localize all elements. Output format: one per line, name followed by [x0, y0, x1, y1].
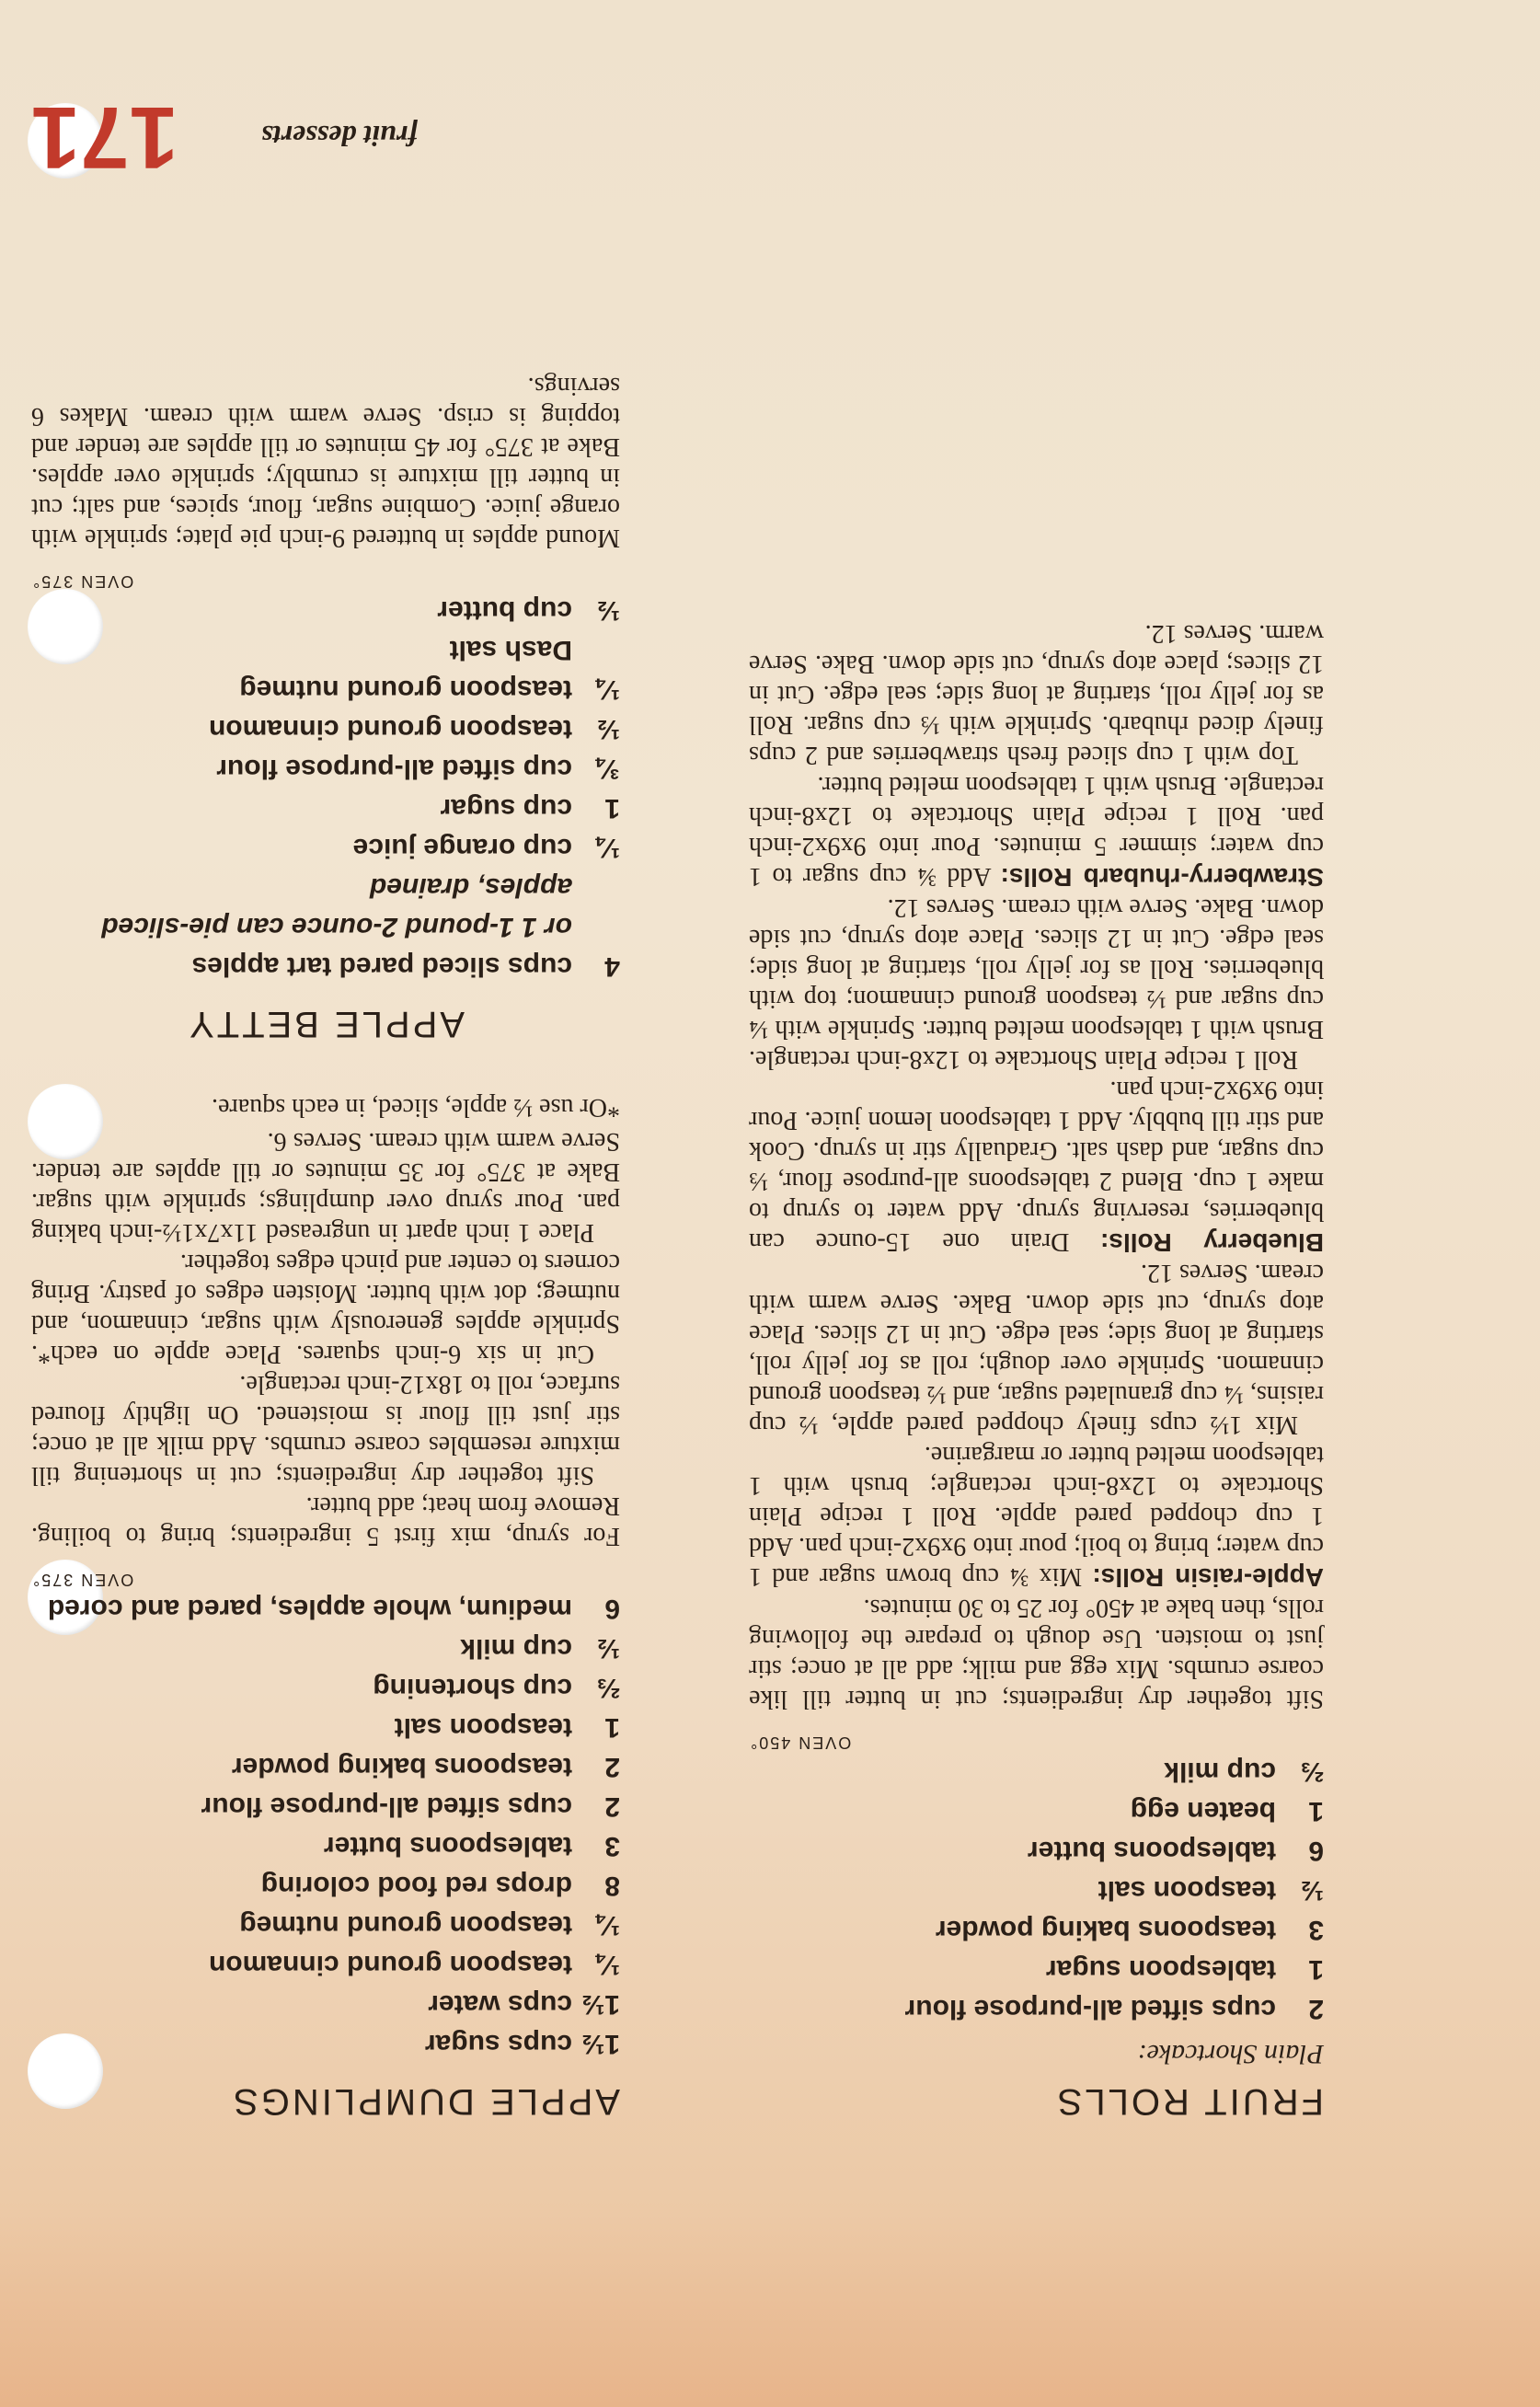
- section-gap: [31, 1044, 620, 1092]
- ingredient-quantity: ¾: [596, 754, 620, 784]
- recipe-directions: [749, 618, 1324, 1714]
- ingredient-name: cups sifted all-purpose flour: [904, 1994, 1276, 2024]
- recipe-subtitle: Plain Shortcake:: [1137, 2039, 1324, 2069]
- directions-paragraph: Sift together dry ingredients; cut in butter till like coarse crumbs. Mix egg and milk; add all at once; stir just to moisten. Use dough to prepare the following rolls, then bake at 450° for 25 to 30 minutes.: [749, 1594, 1324, 1713]
- ingredient-quantity: 4: [604, 951, 620, 982]
- directions-paragraph: Cut in six 6-inch squares. Place apple on each*. Sprinkle apples generously with sugar, cinnamon, and nutmeg; dot with butter. Moisten edges of pastry. Bring corners to center and pinch edges together.: [31, 1249, 620, 1368]
- ingredient-quantity: 2: [1308, 1994, 1324, 2024]
- variation-text: Drain one 15-ounce can blueberries, reserving syrup. Add water to syrup to make 1 cup. Blend 2 tablespoons all-purpose flour, ⅓ cup sugar, and dash salt. Gradually stir in syrup. Cook and stir till bubbly. Add 1 tablespoon lemon juice. Pour into 9x9x2-inch pan.: [749, 1076, 1324, 1256]
- ingredient-item: [31, 1747, 620, 1787]
- ingredient-quantity: 1: [1308, 1954, 1324, 1985]
- ingredient-item: [31, 1985, 620, 2024]
- ingredient-item: [31, 670, 620, 709]
- ingredient-quantity: 2: [604, 1752, 620, 1782]
- variation-text: Mix ¾ cup brown sugar and 1 cup water; bring to boil; pour into 9x9x2-inch pan. Add 1 cup chopped pared apple. Roll 1 recipe Plain Shortcake to 12x8-inch rectangle; brush with 1 tablespoon melted butter or margarine.: [749, 1441, 1324, 1591]
- ingredient-quantity: [572, 868, 620, 947]
- ingredient-item: [31, 1589, 620, 1629]
- ingredient-item: [31, 1866, 620, 1906]
- apple-dumplings-recipe: [31, 1092, 620, 2122]
- variation-list: [749, 618, 1324, 1593]
- ingredient-name: cups sliced pared tart apples: [191, 951, 572, 982]
- variation-name: Apple-raisin Rolls:: [1092, 1563, 1324, 1592]
- variation-name: Strawberry-rhubarb Rolls:: [1000, 863, 1324, 892]
- ingredient-quantity: 3: [604, 1831, 620, 1861]
- recipe-directions: [31, 1126, 620, 1551]
- variation-text: Add ¾ cup sugar to 1 cup water; simmer 5 minutes. Pour into 9x9x2-inch pan. Roll 1 recipe Plain Shortcake to 12x8-inch rectangle. Brush with 1 tablespoon melted butter.: [748, 771, 1324, 891]
- ingredient-item: [31, 749, 620, 789]
- ingredient-item: [31, 1826, 620, 1866]
- ingredient-row: [31, 1589, 620, 2064]
- ingredient-name: cup sugar: [440, 793, 572, 823]
- ingredient-name: cup milk: [1164, 1756, 1276, 1787]
- ingredient-name: cup butter: [437, 595, 572, 626]
- oven-temperature: OVEN 375°: [31, 1571, 134, 1589]
- ingredient-quantity: 1½: [581, 2029, 620, 2059]
- ingredient-name: cup sifted all-purpose flour: [216, 754, 572, 784]
- ingredient-quantity: 8: [604, 1871, 620, 1901]
- ingredient-item: [31, 789, 620, 828]
- footnote: *Or use ½ apple, sliced, in each square.: [212, 1093, 620, 1122]
- ingredient-name: tablespoons butter: [1027, 1836, 1276, 1866]
- recipe-title: FRUIT ROLLS: [1054, 2081, 1324, 2122]
- ingredient-quantity: [572, 630, 620, 670]
- variation-paragraph: [749, 893, 1324, 1075]
- ingredient-item: [31, 1629, 620, 1668]
- ingredient-quantity: 1: [604, 793, 620, 823]
- ingredient-name: teaspoon ground cinnamon: [209, 714, 572, 744]
- ingredient-item: [31, 1708, 620, 1747]
- ingredient-name: medium, whole apples, pared and cored: [47, 1594, 572, 1624]
- variation-text: Top with 1 cup sliced fresh strawberries and 2 cups finely diced rhubarb. Sprinkle with ⅓ cup sugar. Roll as for jelly roll, starting at long side; seal edge. Cut in 12 slices; place atop syrup, cut side down. Bake. Serve warm. Serves 12.: [749, 619, 1324, 769]
- variation-text: Mix 1½ cups finely chopped pared apple, ½ cup raisins, ¼ cup granulated sugar, and ½ teaspoon ground cinnamon. Sprinkle over dough; roll as for jelly roll, starting at long side; seal edge. Cut in 12 slices. Place atop syrup, cut side down. Bake. Serve warm with cream. Serves 12.: [749, 1259, 1324, 1439]
- ingredient-quantity: ¼: [596, 674, 620, 705]
- ingredient-name: tablespoons butter: [323, 1831, 572, 1861]
- ingredient-quantity: ¼: [596, 1910, 620, 1941]
- ingredient-name: teaspoon ground cinnamon: [209, 1950, 572, 1980]
- ingredient-list: [749, 1752, 1324, 2029]
- ingredient-name: teaspoons baking powder: [935, 1915, 1276, 1945]
- variation-paragraph: [749, 1258, 1324, 1440]
- ingredient-name: beaten egg: [1130, 1796, 1276, 1826]
- ingredient-name: teaspoons baking powder: [231, 1752, 572, 1782]
- ingredient-item: [31, 630, 620, 670]
- variation-paragraph: [749, 770, 1324, 893]
- fruit-rolls-recipe: [749, 618, 1324, 2122]
- ingredient-name: cup orange juice: [352, 833, 572, 863]
- directions-paragraph: Sift together dry ingredients; cut in shortening till mixture resembles coarse crumbs. Add milk all at once; stir just till flour is moistened. On lightly floured surface, roll to 18x12-inch rectangle.: [31, 1370, 620, 1490]
- oven-temperature: OVEN 375°: [31, 572, 134, 591]
- ingredient-item: [31, 1668, 620, 1708]
- ingredient-name: tablespoon sugar: [1045, 1954, 1276, 1985]
- page-number: 171: [30, 88, 178, 187]
- variation-text: Roll 1 recipe Plain Shortcake to 12x8-inch rectangle. Brush with 1 tablespoon melted butter. Sprinkle with ¼ cup sugar and ½ teaspoon ground cinnamon; top with blueberries. Roll as for jelly roll, starting at long side; seal edge. Cut in 12 slices. Place atop syrup, cut side down. Bake. Serve with cream. Serves 12.: [749, 893, 1324, 1074]
- ingredient-quantity: 1: [604, 1712, 620, 1743]
- ingredient-name: cups sugar: [424, 2029, 572, 2059]
- ingredient-quantity: ⅔: [596, 1673, 620, 1703]
- ingredient-item: [31, 947, 620, 986]
- right-column: [31, 371, 620, 2122]
- ingredient-quantity: ½: [596, 714, 620, 744]
- ingredient-quantity: 2: [604, 1791, 620, 1822]
- ingredient-item: [749, 1989, 1324, 2029]
- ingredient-item: [31, 868, 620, 947]
- ingredient-quantity: ¼: [596, 833, 620, 863]
- directions-paragraph: Mound apples in buttered 9-inch pie plate; sprinkle with orange juice. Combine sugar, flour, spices, and salt; cut in butter till mixture is crumbly; sprinkle over apples. Bake at 375° for 45 minutes or till apples are tender and topping is crisp. Serve warm with cream. Makes 6 servings.: [31, 372, 620, 552]
- ingredient-quantity: ¼: [596, 1950, 620, 1980]
- ingredient-name: drops red food coloring: [260, 1871, 572, 1901]
- ingredient-name: teaspoon salt: [1098, 1875, 1276, 1906]
- ingredient-quantity: ½: [596, 595, 620, 626]
- ingredient-name: cups water: [428, 1989, 572, 2020]
- variation-name: Blueberry Rolls:: [1100, 1228, 1324, 1257]
- oven-temperature: OVEN 450°: [749, 1733, 852, 1752]
- ingredient-item: [31, 2024, 620, 2064]
- ingredient-quantity: 3: [1308, 1915, 1324, 1945]
- ingredient-name: teaspoon ground nutmeg: [239, 1910, 572, 1941]
- ingredient-item: [31, 828, 620, 868]
- ingredient-item: [749, 1950, 1324, 1989]
- ingredient-name: teaspoon salt: [394, 1712, 572, 1743]
- ingredient-name: teaspoon ground nutmeg: [239, 674, 572, 705]
- left-column: [749, 618, 1324, 2122]
- ingredient-quantity: 6: [1308, 1836, 1324, 1866]
- ingredient-list: [31, 591, 620, 986]
- ingredient-name: cup shortening: [373, 1673, 572, 1703]
- ingredient-item: [749, 1752, 1324, 1791]
- recipe-title: APPLE BETTY: [187, 1004, 465, 1044]
- directions-paragraph: Place 1 inch apart in ungreased 11x7x1½-inch baking pan. Pour syrup over dumplings; sprinkle with sugar. Bake at 375° for 35 minutes or till apples are tender. Serve warm with cream. Serves 6.: [31, 1127, 620, 1247]
- ingredient-item: [749, 1871, 1324, 1910]
- ingredient-quantity: ⅔: [1300, 1756, 1324, 1787]
- ingredient-item: [31, 709, 620, 749]
- ingredient-item: [31, 591, 620, 630]
- ingredient-item: [31, 1787, 620, 1826]
- ingredient-item: [749, 1910, 1324, 1950]
- ingredient-quantity: 1½: [581, 1989, 620, 2020]
- directions-paragraph: For syrup, mix first 5 ingredients; bring to boiling. Remove from heat; add butter.: [31, 1491, 620, 1550]
- ingredient-quantity: 6: [604, 1594, 620, 1624]
- section-label: fruit desserts: [261, 120, 418, 153]
- ingredient-quantity: ½: [1300, 1875, 1324, 1906]
- ingredient-list: [31, 1589, 620, 2064]
- apple-betty-recipe: [31, 371, 620, 1044]
- ingredient-name: cups sifted all-purpose flour: [201, 1791, 572, 1822]
- recipe-title: APPLE DUMPLINGS: [231, 2081, 620, 2122]
- ingredient-name: Dash salt: [449, 635, 572, 665]
- page-footer: [30, 70, 1457, 187]
- ingredient-quantity: 1: [1308, 1796, 1324, 1826]
- variation-paragraph: [749, 618, 1324, 770]
- ingredient-item: [749, 1831, 1324, 1871]
- recipe-directions: [31, 371, 620, 553]
- ingredient-item: [31, 1945, 620, 1985]
- ingredient-item: [749, 1791, 1324, 1831]
- ingredient-name: or 1 1-pound 2-ounce can pie-sliced apples, drained: [101, 872, 572, 942]
- variation-paragraph: [749, 1440, 1324, 1593]
- ingredient-item: [31, 1906, 620, 1945]
- variation-paragraph: [749, 1075, 1324, 1258]
- ingredient-quantity: ½: [596, 1633, 620, 1664]
- ingredient-name: cup milk: [460, 1633, 572, 1664]
